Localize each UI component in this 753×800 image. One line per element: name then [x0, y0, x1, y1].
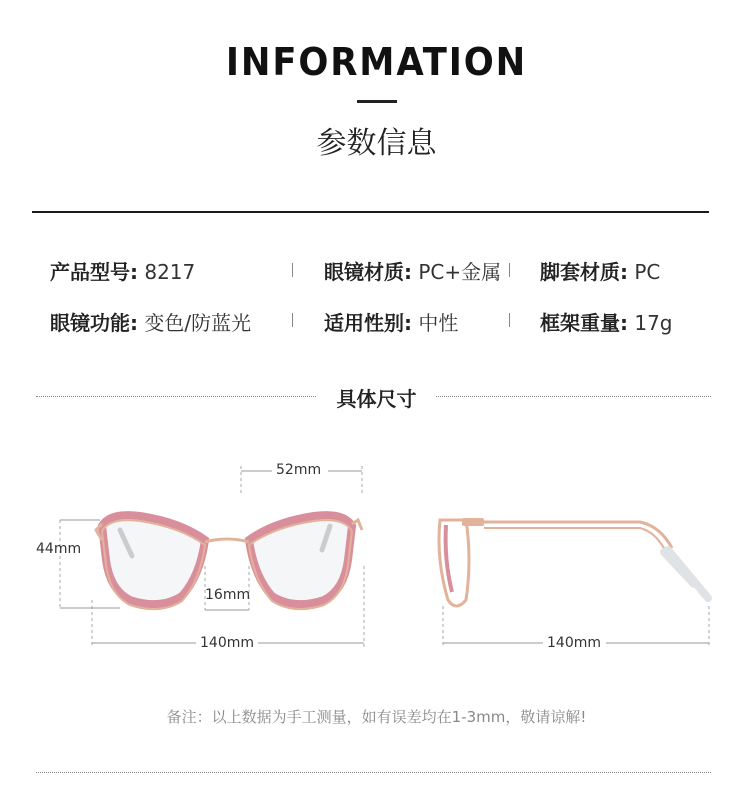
spec-separator [509, 263, 510, 277]
measurement-note: 备注：以上数据为手工测量，如有误差均在1-3mm，敬请谅解! [166, 708, 587, 726]
spec-model-value: 8217 [144, 260, 196, 284]
bottom-dotted-line [36, 772, 711, 773]
spec-tip-material-value: PC [634, 260, 661, 284]
dimension-lens-width: 52mm [276, 462, 322, 478]
spec-weight [540, 307, 673, 336]
spec-material [324, 256, 501, 285]
spec-separator [509, 313, 510, 327]
glasses-side-view [0, 440, 753, 670]
spec-gender-value: 中性 [418, 311, 459, 335]
title-chinese: 参数信息 [316, 126, 437, 161]
spec-weight-value: 17g [634, 311, 673, 335]
dimension-lens-height: 44mm [36, 541, 82, 557]
spec-function-label: 眼镜功能: [50, 311, 138, 335]
spec-material-label: 眼镜材质: [324, 260, 412, 284]
spec-separator [292, 263, 293, 277]
dotted-line-right [436, 396, 711, 397]
spec-separator [292, 313, 293, 327]
spec-function [50, 307, 251, 336]
title-english: INFORMATION [225, 40, 528, 84]
spec-function-value: 变色/防蓝光 [144, 311, 252, 335]
dimension-bridge: 16mm [205, 587, 251, 603]
spec-gender-label: 适用性别: [324, 311, 412, 335]
dimension-temple-length: 140mm [547, 635, 601, 651]
spec-model-label: 产品型号: [50, 260, 138, 284]
spec-model [50, 256, 195, 285]
spec-material-value: PC+金属 [418, 260, 502, 284]
dimension-frame-width: 140mm [200, 635, 254, 651]
section-title-dimensions: 具体尺寸 [336, 387, 417, 411]
spec-weight-label: 框架重量: [540, 311, 628, 335]
header-rule [32, 211, 709, 213]
spec-gender [324, 307, 458, 336]
spec-tip-material-label: 脚套材质: [540, 260, 628, 284]
title-divider [357, 100, 397, 103]
spec-tip-material [540, 256, 660, 285]
